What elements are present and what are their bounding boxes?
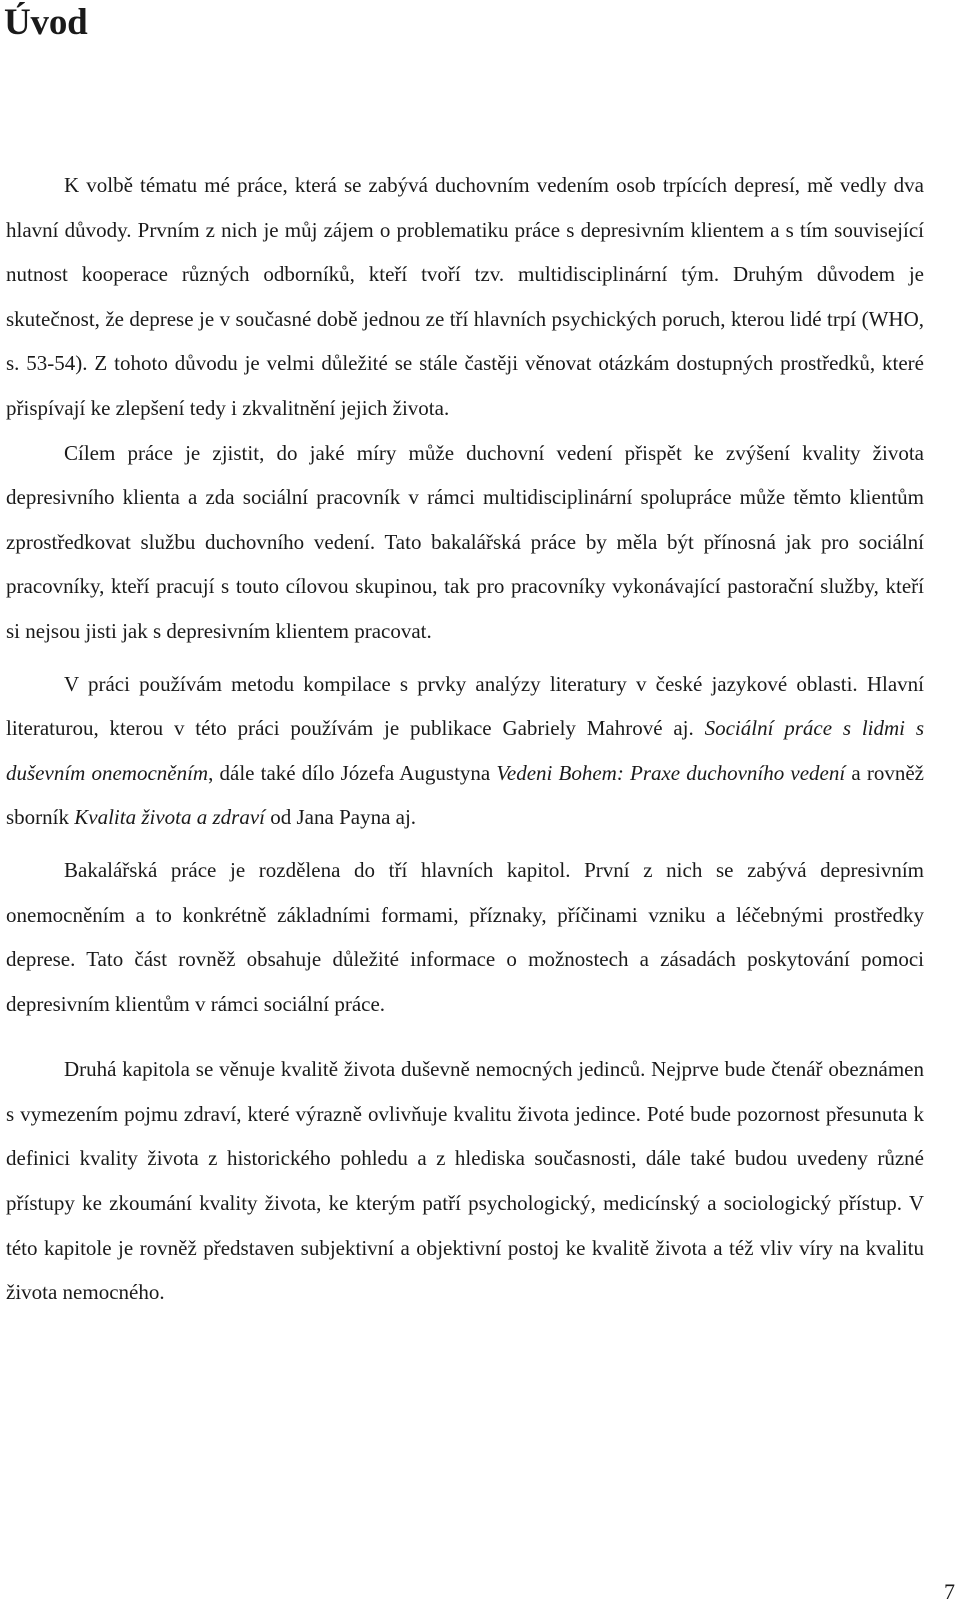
method-text-1: V práci používám metodu kompilace s prvky analýzy literatury v české jazykové oblasti. Hlavní literaturou, kterou v této práci používám je publikace Gabriely Mahrové aj.	[6, 671, 924, 741]
paragraph-goal: Cílem práce je zjistit, do jaké míry může duchovní vedení přispět ke zvýšení kvality života depresivního klienta a zda sociální pracovník v rámci multidisciplinární spolupráce může těmto klientům zprostředkovat službu duchovního vedení. Tato bakalářská práce by měla být přínosná jak pro sociální pracovníky, kteří pracují s touto cílovou skupinou, tak pro pracovníky vykonávající pastorační služby, kteří si nejsou jisti jak s depresivním klientem pracovat.	[6, 440, 924, 643]
paragraph-structure-chapter-2: Druhá kapitola se věnuje kvalitě života duševně nemocných jedinců. Nejprve bude čtenář obeznámen s vymezením pojmu zdraví, které výrazně ovlivňuje kvalitu života jedince. Poté bude pozornost přesunuta k definici kvality života z historického pohledu a z hlediska současnosti, dále také budou uvedeny různé přístupy ke zkoumání kvality života, ke kterým patří psychologický, medicínský a sociologický přístup. V této kapitole je rovněž představen subjektivní a objektivní postoj ke kvalitě života a též vliv víry na kvalitu života nemocného.	[6, 1057, 924, 1305]
body-text	[6, 163, 924, 1315]
paragraph-motivation: K volbě tématu mé práce, která se zabývá duchovním vedením osob trpících depresí, mě vedly dva hlavní důvody. Prvním z nich je můj zájem o problematiku práce s depresivním klientem a s tím související nutnost kooperace různých odborníků, kteří tvoří tzv. multidisciplinární tým. Druhým důvodem je skutečnost, že deprese je v současné době jednou ze tří hlavních psychických poruch, kterou lidé trpí (WHO, s. 53-54). Z tohoto důvodu je velmi důležité se stále častěji věnovat otázkám dostupných prostředků, které přispívají ke zlepšení tedy i zkvalitnění jejich života.	[6, 173, 924, 420]
method-text-4: od Jana Payna aj.	[265, 805, 417, 830]
paragraph-method	[6, 662, 924, 840]
method-text-3: a rovněž sborník	[6, 760, 924, 830]
page-number: 7	[944, 1579, 955, 1604]
chapter-heading: Úvod	[4, 2, 88, 43]
method-text-2: , dále také dílo Józefa Augustyna	[208, 760, 497, 785]
book-title-augustyn: Vedeni Bohem: Praxe duchovního vedení	[496, 760, 846, 785]
book-title-mahrova: Sociální práce s lidmi s duševním onemocněním	[6, 716, 924, 785]
paragraph-structure-chapter-1: Bakalářská práce je rozdělena do tří hlavních kapitol. První z nich se zabývá depresivním onemocněním a to konkrétně základními formami, příznaky, příčinami vzniku a léčebnými prostředky deprese. Tato část rovněž obsahuje důležité informace o možnostech a zásadách poskytování pomoci depresivním klientům v rámci sociální práce.	[6, 857, 924, 1016]
book-title-payne: Kvalita života a zdraví	[74, 805, 265, 830]
